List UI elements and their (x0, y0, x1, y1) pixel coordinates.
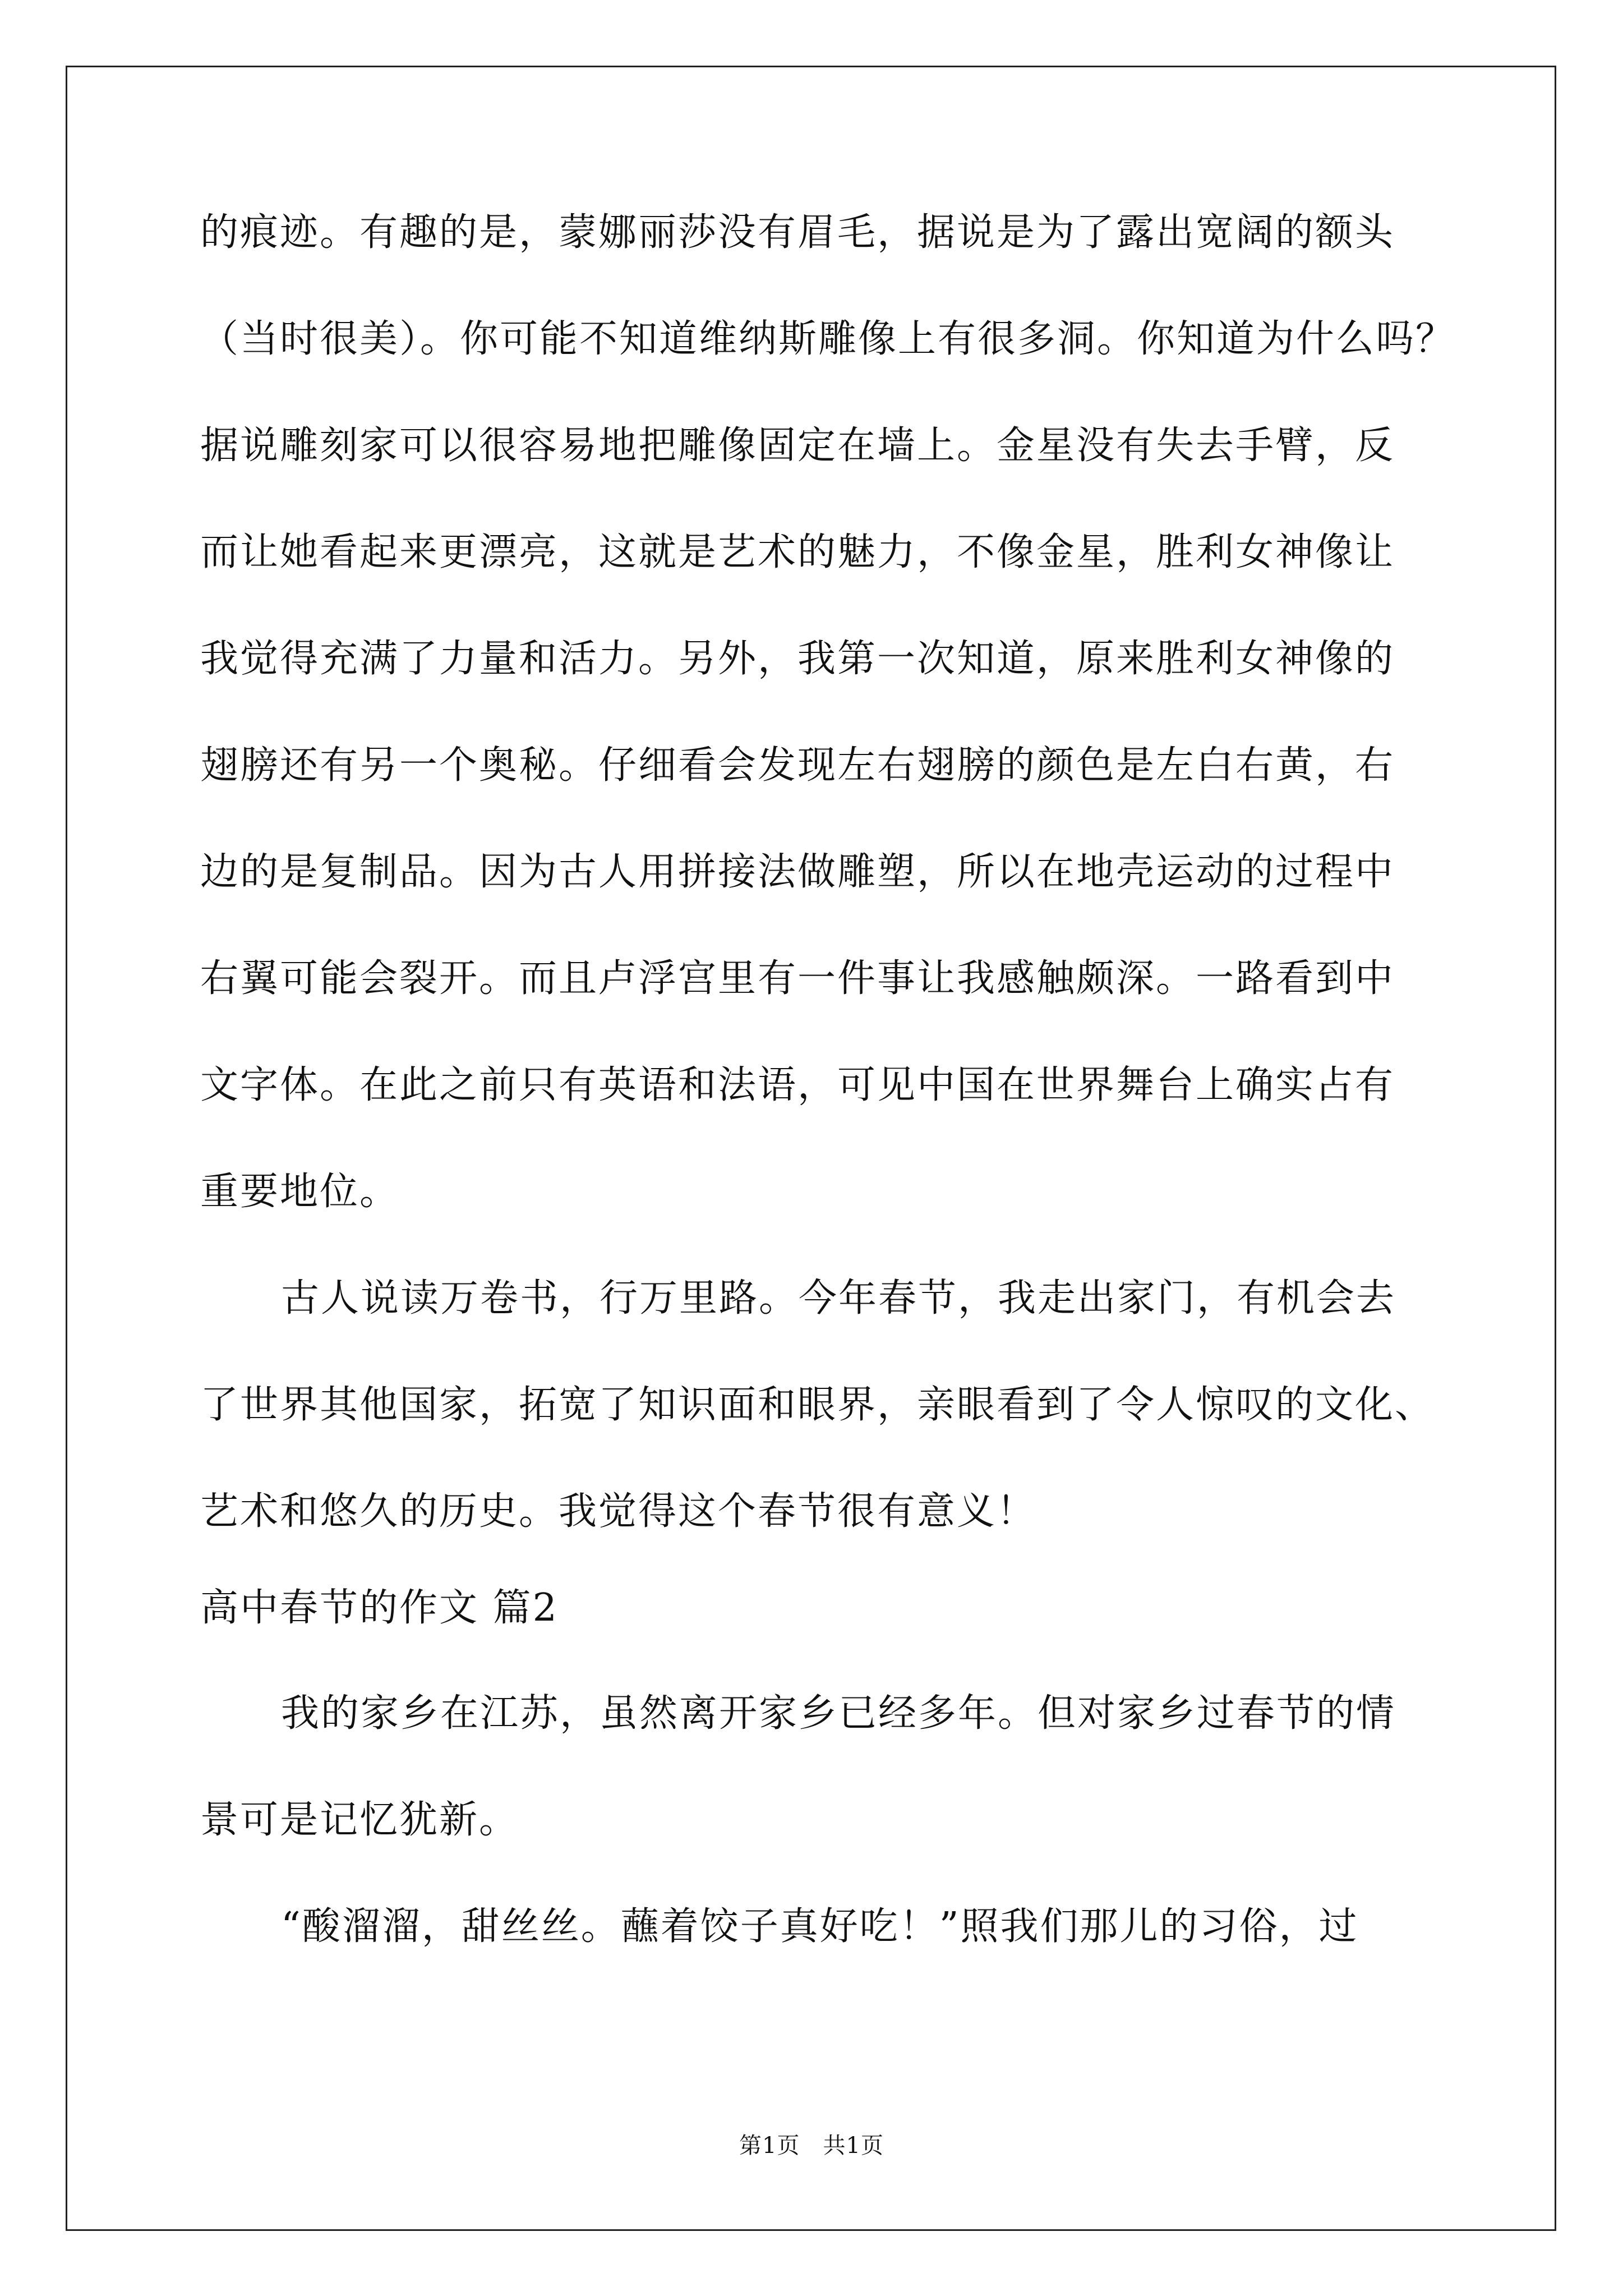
page-footer: 第1页 共1页 (739, 2133, 884, 2159)
paragraph-line: 边的是复制品。因为古人用拼接法做雕塑，所以在地壳运动的过程中 (200, 850, 1395, 894)
paragraph-line: 右翼可能会裂开。而且卢浮宫里有一件事让我感触颇深。一路看到中 (200, 956, 1395, 1001)
section-heading: 高中春节的作文 篇2 (200, 1586, 559, 1630)
paragraph-line: “酸溜溜，甜丝丝。蘸着饺子真好吃！”照我们那儿的习俗，过 (281, 1904, 1359, 1949)
paragraph-line: 而让她看起来更漂亮，这就是艺术的魅力，不像金星，胜利女神像让 (200, 530, 1395, 574)
paragraph-line: 我的家乡在江苏，虽然离开家乡已经多年。但对家乡过春节的情 (281, 1691, 1396, 1736)
paragraph-line: 景可是记忆犹新。 (200, 1798, 519, 1842)
paragraph-line: 文字体。在此之前只有英语和法语，可见中国在世界舞台上确实占有 (200, 1063, 1395, 1107)
paragraph-line: 我觉得充满了力量和活力。另外，我第一次知道，原来胜利女神像的 (200, 637, 1395, 681)
paragraph-line: 翅膀还有另一个奥秘。仔细看会发现左右翅膀的颜色是左白右黄，右 (200, 743, 1395, 788)
paragraph-line: （当时很美）。你可能不知道维纳斯雕像上有很多洞。你知道为什么吗？ (200, 317, 1456, 361)
paragraph-line: 重要地位。 (200, 1170, 400, 1214)
paragraph-line: 的痕迹。有趣的是，蒙娜丽莎没有眉毛，据说是为了露出宽阔的额头 (200, 210, 1395, 255)
paragraph-line: 据说雕刻家可以很容易地把雕像固定在墙上。金星没有失去手臂，反 (200, 424, 1395, 468)
paragraph-line: 艺术和悠久的历史。我觉得这个春节很有意义！ (200, 1489, 1037, 1534)
paragraph-line: 了世界其他国家，拓宽了知识面和眼界，亲眼看到了令人惊叹的文化、 (200, 1383, 1435, 1427)
paragraph-line: 古人说读万卷书，行万里路。今年春节，我走出家门，有机会去 (281, 1276, 1396, 1320)
